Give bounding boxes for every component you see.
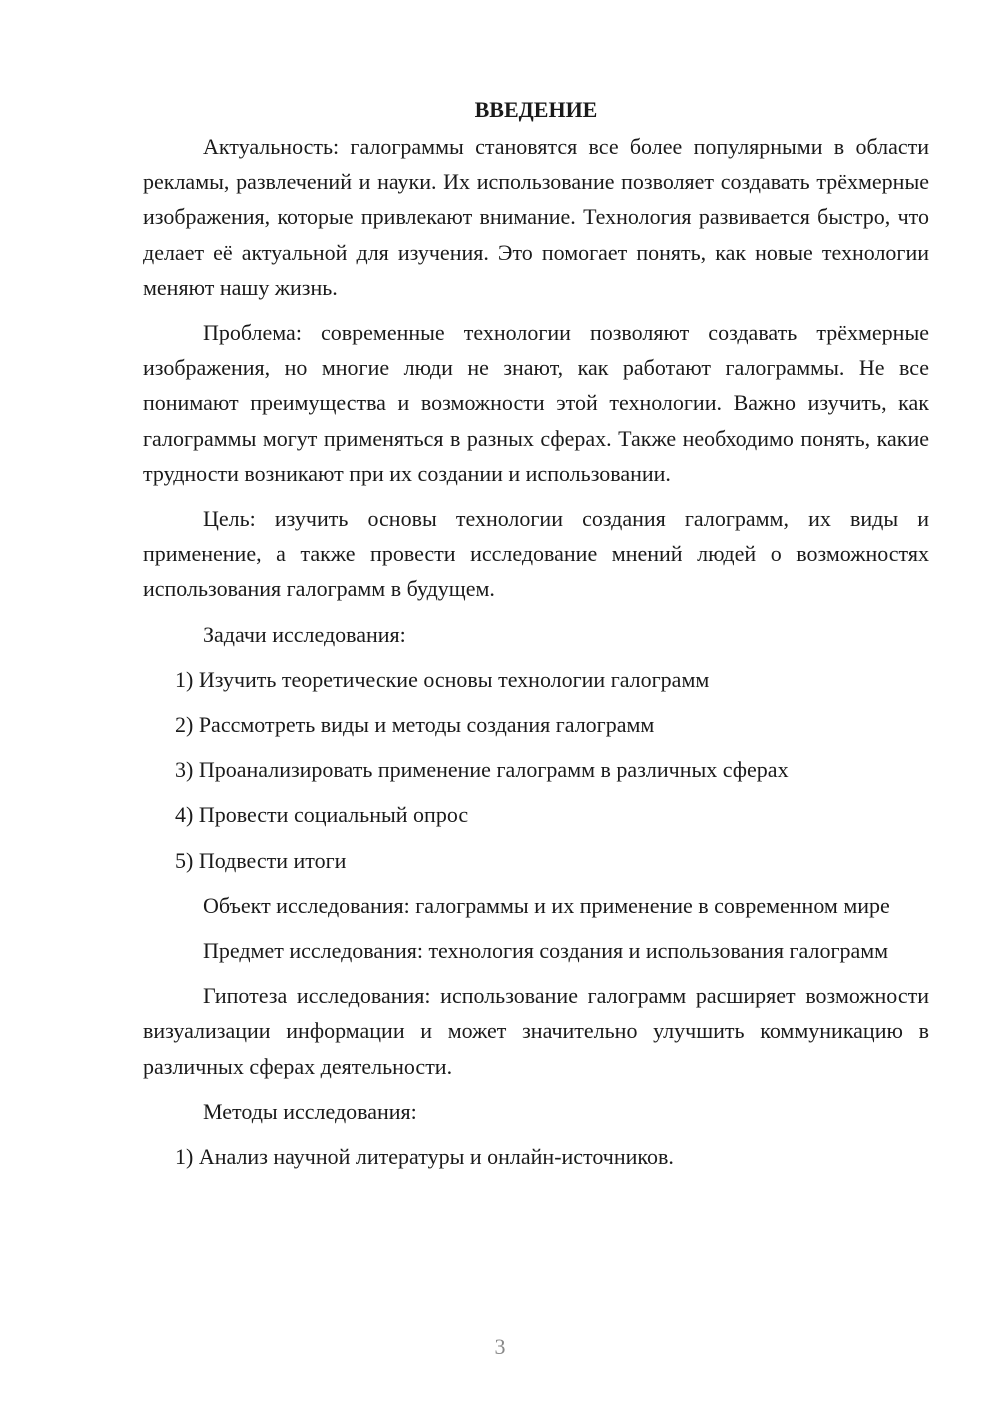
document-page <box>143 95 929 1184</box>
task-item: 2) Рассмотреть виды и методы создания галограмм <box>175 712 655 738</box>
task-item: 4) Провести социальный опрос <box>175 802 469 828</box>
task-item: 5) Подвести итоги <box>175 847 347 873</box>
problem-paragraph: Проблема: современные технологии позволяют создавать трёхмерные изображения, но многие люди не знают, как работают галограммы. Не все понимают преимущества и возможности этой технологии. Важно изучить, как галограммы могут применяться в разных сферах. Также необходимо понять, какие трудности возникают при их создании и использовании. <box>143 320 929 486</box>
hypothesis-paragraph: Гипотеза исследования: использование галограмм расширяет возможности визуализации информации и может значительно улучшить коммуникацию в различных сферах деятельности. <box>143 983 929 1079</box>
tasks-heading: Задачи исследования: <box>203 621 406 647</box>
section-title: ВВЕДЕНИЕ <box>474 97 598 122</box>
page-number: 3 <box>494 1334 506 1359</box>
task-item: 3) Проанализировать применение галограмм в различных сферах <box>175 757 789 783</box>
goal-paragraph: Цель: изучить основы технологии создания галограмм, их виды и применение, а также провести исследование мнений людей о возможностях использования галограмм в будущем. <box>143 506 929 602</box>
relevance-paragraph: Актуальность: галограммы становятся все более популярными в области рекламы, развлечений и науки. Их использование позволяет создавать трёхмерные изображения, которые привлекают внимание. Технология развивается быстро, что делает её актуальной для изучения. Это помогает понять, как новые технологии меняют нашу жизнь. <box>143 134 929 300</box>
method-item: 1) Анализ научной литературы и онлайн-источников. <box>175 1144 674 1170</box>
task-item: 1) Изучить теоретические основы технологии галограмм <box>175 666 710 692</box>
object-paragraph: Объект исследования: галограммы и их применение в современном мире <box>203 892 890 918</box>
subject-paragraph: Предмет исследования: технология создания и использования галограмм <box>203 938 889 964</box>
methods-heading: Методы исследования: <box>203 1098 417 1124</box>
